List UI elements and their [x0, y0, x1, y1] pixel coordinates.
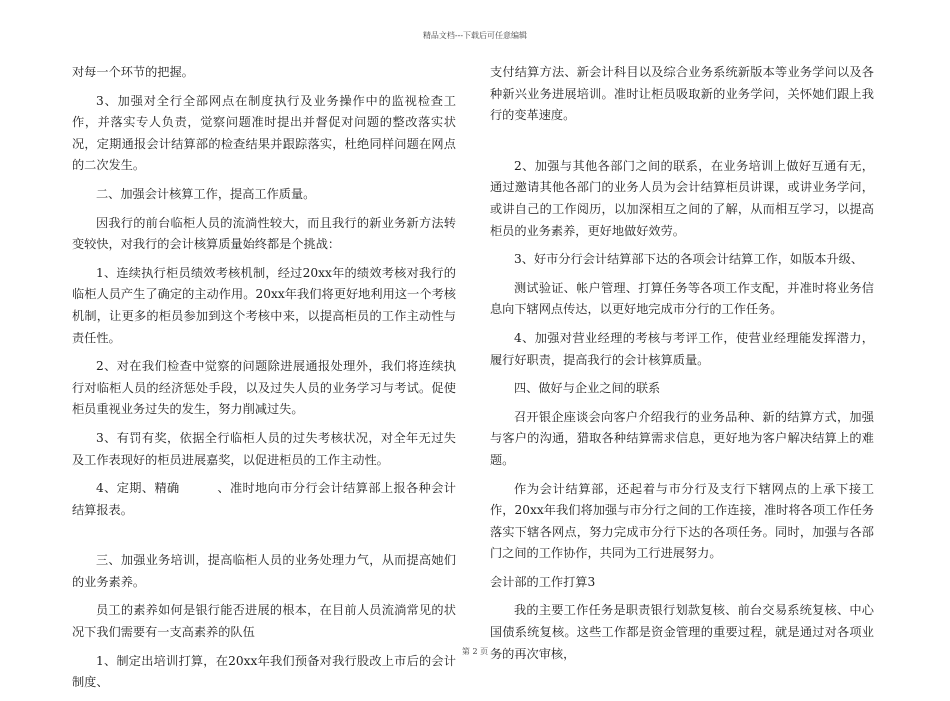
paragraph: 二、加强会计核算工作，提高工作质量。	[96, 186, 316, 201]
paragraph: 3、好市分行会计结算部下达的各项会计结算工作，如版本升级、	[514, 252, 864, 267]
paragraph-spacer	[72, 528, 456, 550]
paragraph: 4、定期、精确 、准时地向市分行会计结算部上报各种会计结算报表。	[72, 481, 456, 517]
paragraph: 作为会计结算部，还起着与市分行及支行下辖网点的上承下接工作，20xx年我们将加强与市分行之间的工作连接，准时将各项工作任务落实下辖各网点，努力完成市分行下达的各项任务。同时，加强与各部门之间的工作协作，共同为工行进展努力。	[490, 481, 874, 561]
paragraph: 2、加强与其他各部门之间的联系，在业务培训上做好互通有无，通过邀请其他各部门的业务人员为会计结算柜员讲课，或讲业务学问，或讲自己的工作阅历，以加深相互之间的了解，从而相互学习，以提高柜员的业务素养，更好地做好效劳。	[490, 158, 874, 238]
paragraph: 3、有罚有奖，依据全行临柜人员的过失考核状况，对全年无过失及工作表现好的柜员进展嘉奖，以促进柜员的工作主动性。	[72, 430, 456, 467]
paragraph: 支付结算方法、新会计科目以及综合业务系统新版本等业务学问以及各种新兴业务进展培训。准时让柜员吸取新的业务学问，关怀她们跟上我行的变革速度。	[490, 65, 874, 123]
paragraph: 四、做好与企业之间的联系	[514, 381, 661, 396]
right-column	[490, 62, 874, 672]
paragraph: 三、加强业务培训，提高临柜人员的业务处理力气，从而提高她们的业务素养。	[72, 553, 456, 589]
page-header: 精品文档---下载后可任意编辑	[422, 31, 528, 40]
paragraph: 1、制定出培训打算，在20xx年我们预备对我行股改上市后的会计制度、	[72, 653, 456, 690]
paragraph: 对每一个环节的把握。	[72, 65, 194, 79]
paragraph: 1、连续执行柜员绩效考核机制，经过20xx年的绩效考核对我行的临柜人员产生了确定的主动作用。20xx年我们将更好地利用这一个考核机制，让更多的柜员参加到这个考核中来，以提高柜员的工作主动性与责任性。	[72, 265, 456, 345]
paragraph: 召开银企座谈会向客户介绍我行的业务品种、新的结算方式，加强与客户的沟通，猎取各种结算需求信息，更好地为客户解决结算上的难题。	[490, 409, 874, 467]
left-column	[72, 62, 456, 701]
paragraph: 3、加强对全行全部网点在制度执行及业务操作中的监视检查工作，并落实专人负责，觉察问题准时提出并督促对问题的整改落实状况，定期通报会计结算部的检查结果并跟踪落实，杜绝同样问题在网点的二次发生。	[72, 93, 456, 173]
page-number: 第 2 页	[461, 647, 489, 656]
paragraph: 测试验证、帐户管理、打算任务等各项工作支配，并准时将业务信息向下辖网点传达，以更好地完成市分行的工作任务。	[490, 280, 874, 317]
paragraph: 我的主要工作任务是职责银行划款复核、前台交易系统复核、中心国债系统复核。这些工作都是资金管理的重要过程，就是通过对各项业务的再次审核，	[490, 603, 874, 661]
paragraph: 员工的素养如何是银行能否进展的根本，在目前人员流淌常见的状况下我们需要有一支高素养的队伍	[72, 603, 456, 640]
paragraph: 2、对在我们检查中觉察的问题除进展通报处理外，我们将连续执行对临柜人员的经济惩处手段，以及过失人员的业务学习与考试。促使柜员重视业务过失的发生，努力削减过失。	[72, 359, 456, 417]
paragraph: 4、加强对营业经理的考核与考评工作，使营业经理能发挥潜力，履行好职责，提高我行的会计核算质量。	[490, 330, 874, 367]
paragraph: 因我行的前台临柜人员的流淌性较大，而且我行的新业务新方法转变较快，对我行的会计核算质量始终都是个挑战：	[72, 215, 456, 252]
paragraph-spacer	[490, 134, 874, 156]
paragraph: 会计部的工作打算3	[490, 574, 596, 589]
